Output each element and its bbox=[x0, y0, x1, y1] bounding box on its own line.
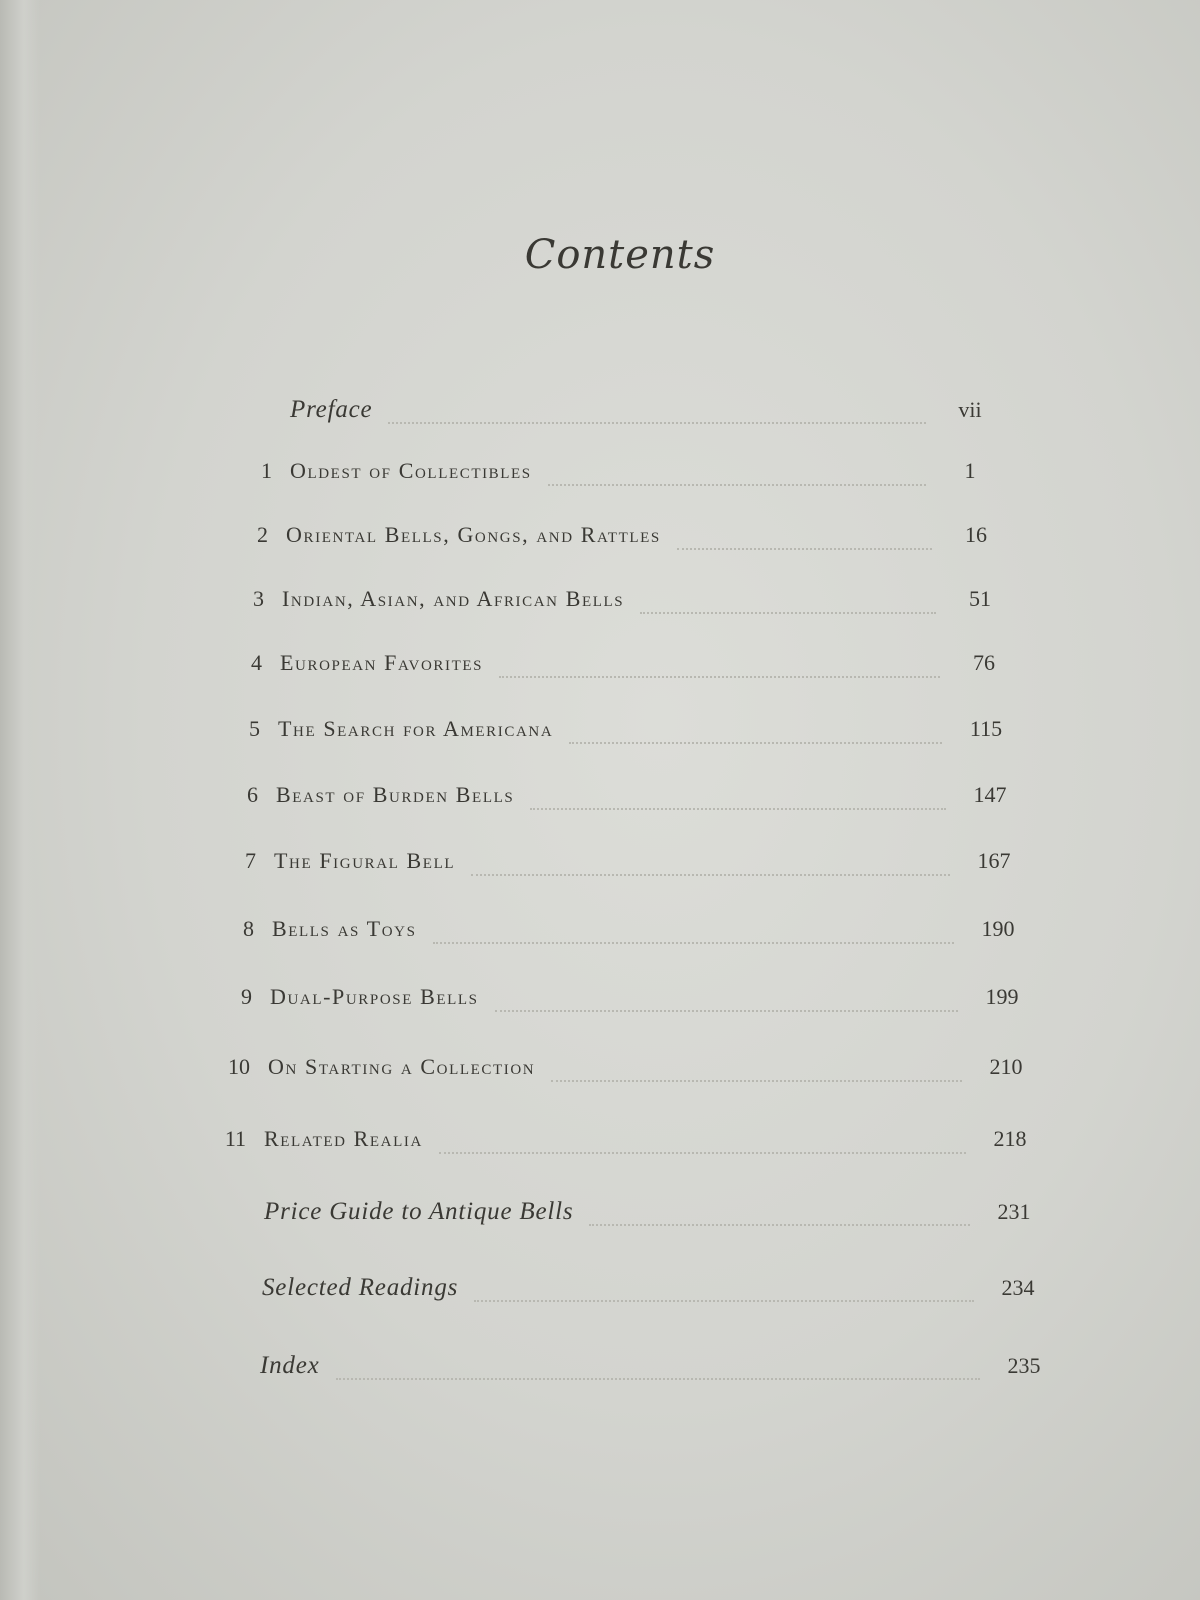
chapter-number: 4 bbox=[251, 650, 262, 675]
page-number: 115 bbox=[969, 716, 1003, 741]
dot-leader bbox=[677, 547, 932, 550]
page-number: 1 bbox=[964, 458, 976, 483]
toc-entry bbox=[204, 1274, 1048, 1314]
page-number: 51 bbox=[969, 586, 991, 611]
chapter-title: Oldest of Collectibles bbox=[290, 458, 532, 483]
chapter-title: The Figural Bell bbox=[274, 848, 456, 873]
toc-entry bbox=[232, 396, 1000, 436]
page-number: 199 bbox=[985, 984, 1019, 1009]
page-number: 190 bbox=[981, 916, 1015, 941]
dot-leader bbox=[388, 421, 926, 424]
page-number: 76 bbox=[973, 650, 995, 675]
toc-entry bbox=[216, 848, 1024, 888]
dot-leader bbox=[336, 1377, 980, 1380]
dot-leader bbox=[548, 483, 926, 486]
dot-leader bbox=[474, 1299, 974, 1302]
toc-entry bbox=[210, 1054, 1036, 1094]
toc-entry bbox=[218, 782, 1020, 822]
dot-leader bbox=[495, 1009, 958, 1012]
page-number: vii bbox=[958, 397, 982, 422]
page-number: 218 bbox=[993, 1126, 1027, 1151]
page-number: 147 bbox=[973, 782, 1007, 807]
dot-leader bbox=[569, 741, 942, 744]
page-number: 234 bbox=[1001, 1275, 1035, 1300]
toc-entry bbox=[232, 458, 1000, 498]
chapter-title: Price Guide to Antique Bells bbox=[264, 1198, 574, 1225]
chapter-number: 5 bbox=[249, 716, 260, 741]
toc-entry bbox=[206, 1126, 1040, 1166]
chapter-number: 2 bbox=[257, 522, 268, 547]
chapter-title: European Favorites bbox=[280, 650, 484, 675]
dot-leader bbox=[439, 1151, 966, 1154]
chapter-number: 7 bbox=[245, 848, 256, 873]
dot-leader bbox=[551, 1079, 962, 1082]
page-number: 210 bbox=[989, 1054, 1023, 1079]
page-number: 167 bbox=[977, 848, 1011, 873]
chapter-title: Oriental Bells, Gongs, and Rattles bbox=[286, 522, 661, 547]
dot-leader bbox=[433, 941, 954, 944]
dot-leader bbox=[471, 873, 950, 876]
chapter-title: Related Realia bbox=[264, 1126, 423, 1151]
toc-entry bbox=[206, 1198, 1044, 1238]
toc-entry bbox=[220, 716, 1016, 756]
chapter-title: Bells as Toys bbox=[272, 916, 417, 941]
toc-entry bbox=[222, 650, 1014, 690]
page-number: 16 bbox=[965, 522, 987, 547]
chapter-title: The Search for Americana bbox=[278, 716, 554, 741]
chapter-number: 6 bbox=[247, 782, 258, 807]
chapter-number: 1 bbox=[261, 458, 272, 483]
chapter-title: Selected Readings bbox=[262, 1274, 459, 1301]
toc-entry bbox=[224, 586, 1010, 626]
dot-leader bbox=[589, 1223, 970, 1226]
chapter-number: 3 bbox=[253, 586, 264, 611]
chapter-number: 11 bbox=[224, 1126, 246, 1151]
chapter-title: On Starting a Collection bbox=[268, 1054, 536, 1079]
chapter-title: Dual-Purpose Bells bbox=[270, 984, 479, 1009]
toc-entry bbox=[202, 1352, 1054, 1392]
chapter-number: 10 bbox=[228, 1054, 250, 1079]
page-number: 235 bbox=[1007, 1353, 1041, 1378]
page-number: 231 bbox=[997, 1199, 1031, 1224]
dot-leader bbox=[499, 675, 940, 678]
chapter-title: Index bbox=[260, 1352, 320, 1379]
page-title: Contents bbox=[524, 232, 716, 278]
chapter-title: Preface bbox=[290, 396, 373, 423]
chapter-title: Indian, Asian, and African Bells bbox=[282, 586, 625, 611]
toc-entry bbox=[214, 916, 1028, 956]
chapter-number: 9 bbox=[241, 984, 252, 1009]
dot-leader bbox=[640, 611, 936, 614]
dot-leader bbox=[530, 807, 946, 810]
chapter-title: Beast of Burden Bells bbox=[276, 782, 515, 807]
toc-entry bbox=[228, 522, 1006, 562]
chapter-number: 8 bbox=[243, 916, 254, 941]
toc-entry bbox=[212, 984, 1032, 1024]
